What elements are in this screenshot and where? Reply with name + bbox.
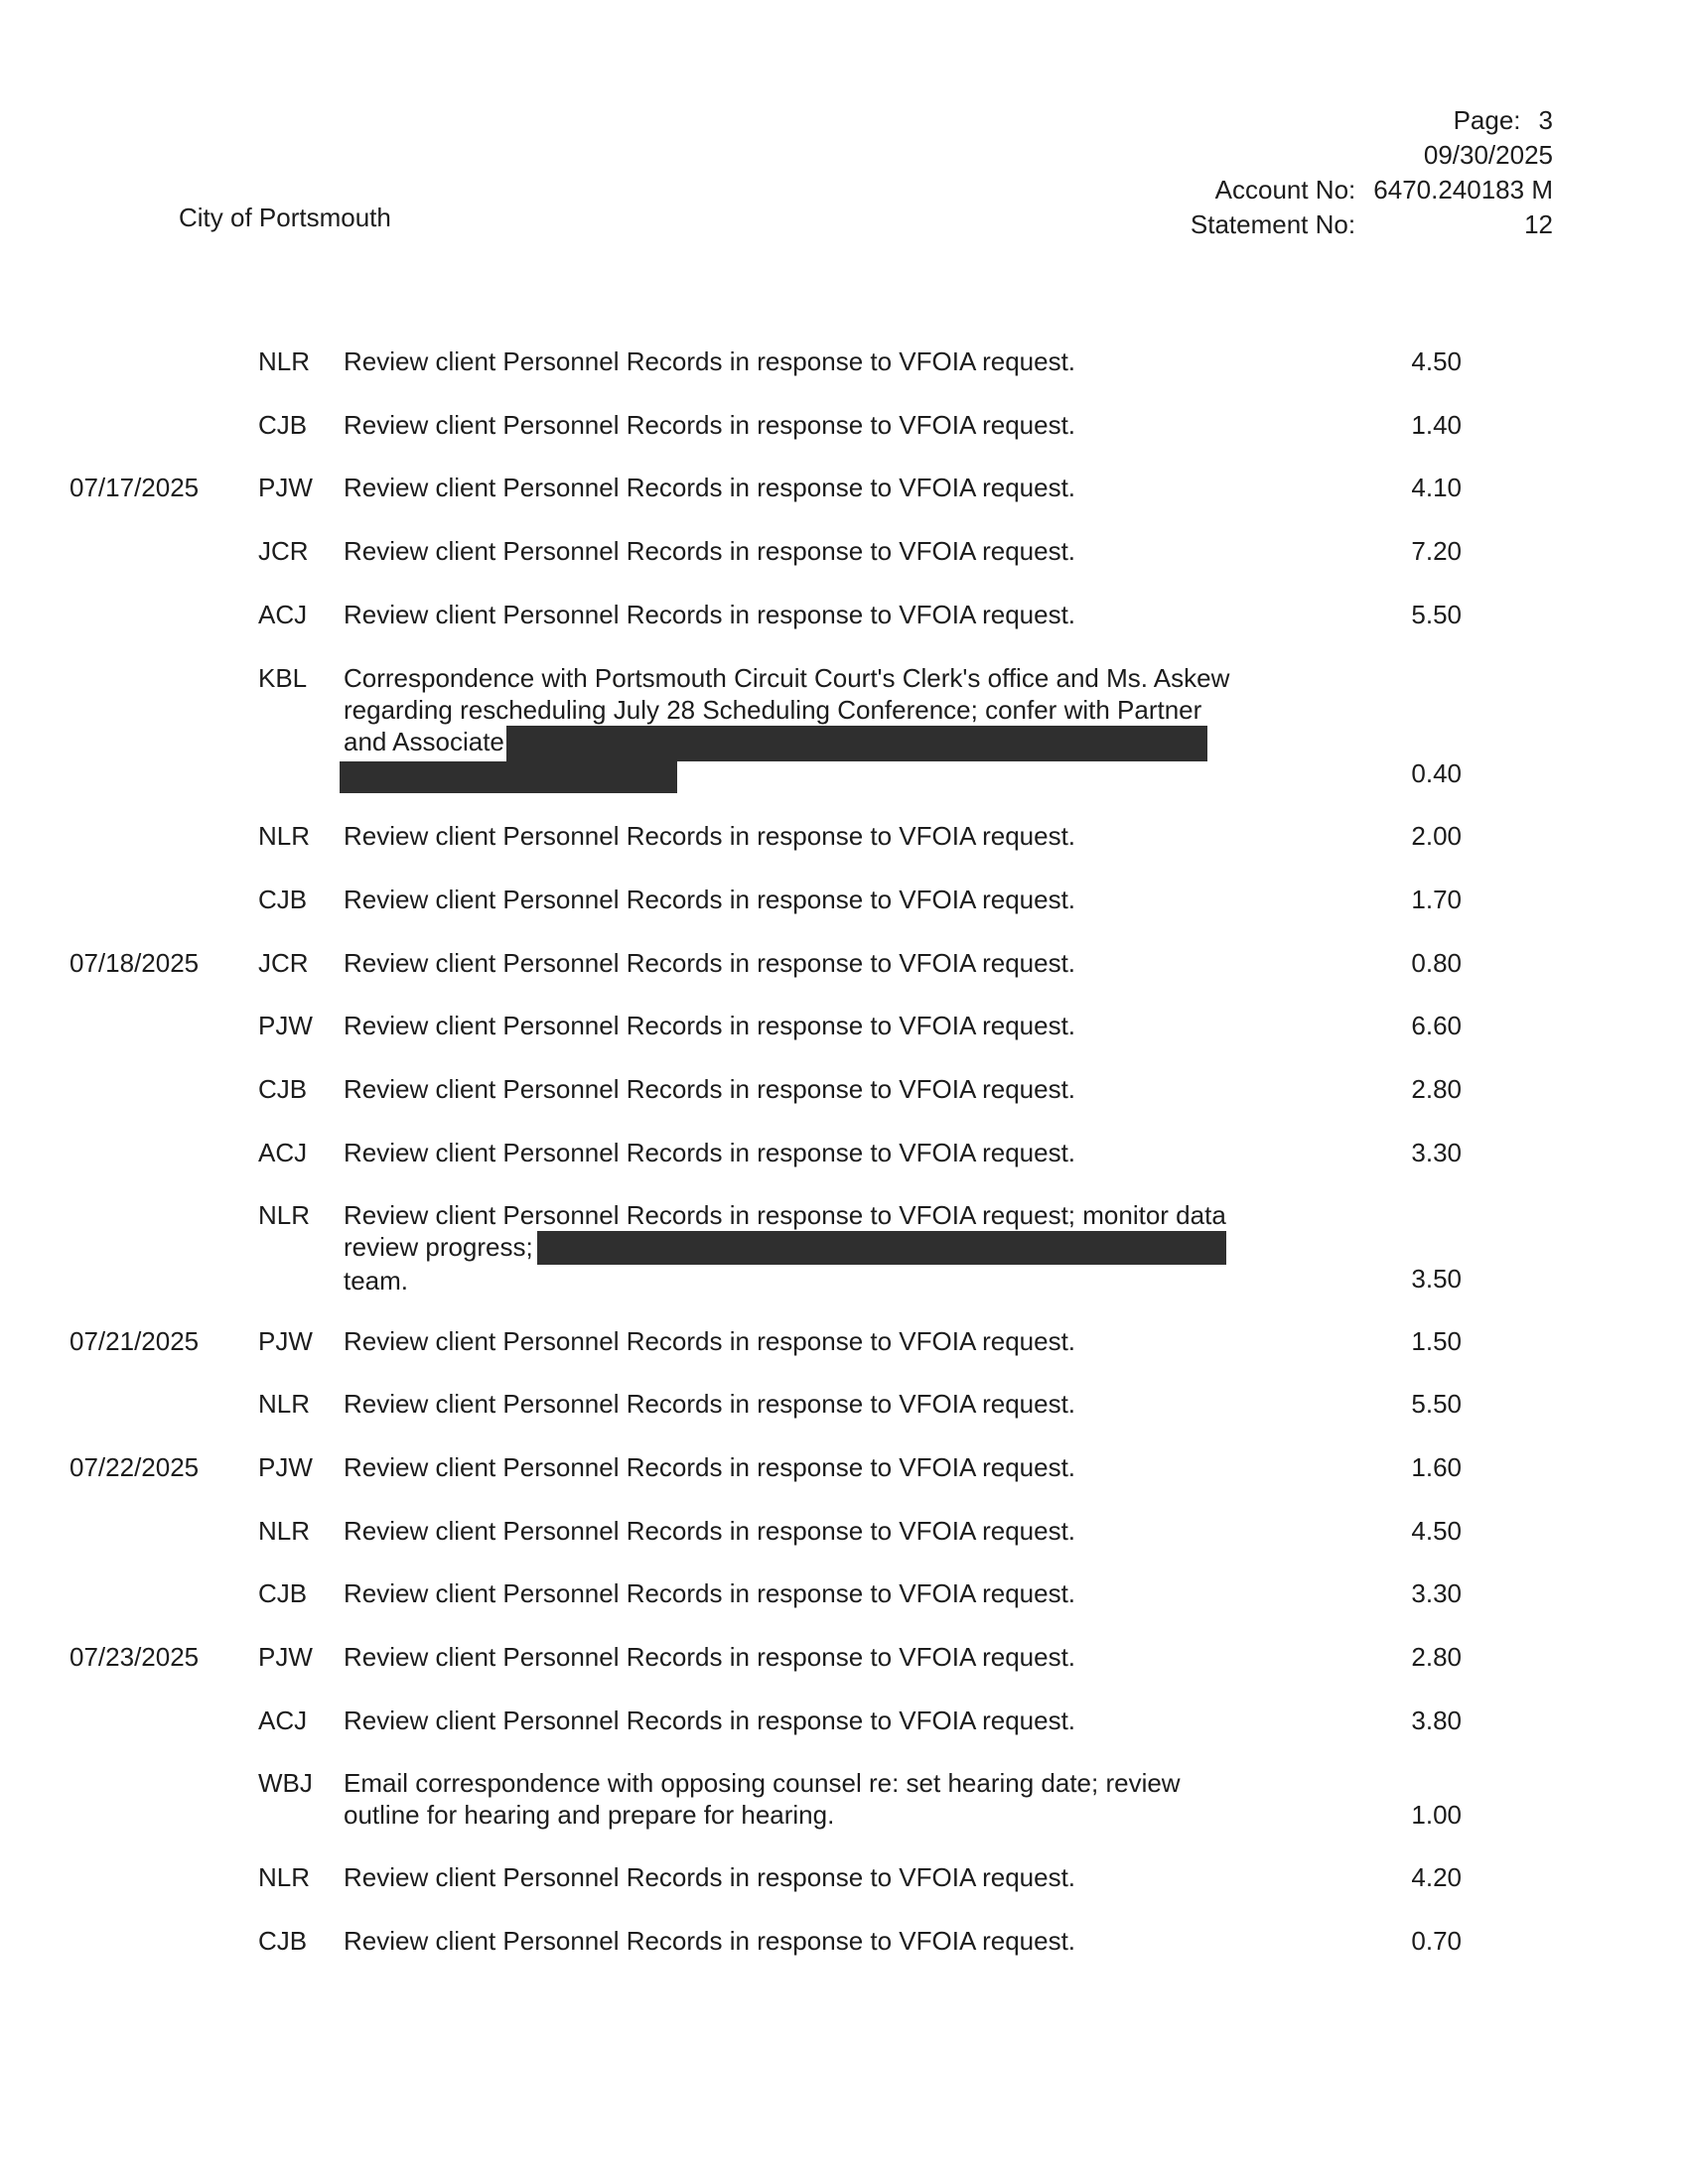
entry-description <box>344 1767 1277 1831</box>
entry-hours: 1.50 <box>1411 1326 1462 1356</box>
statement-label: Statement No: <box>1190 209 1356 239</box>
entry-initials: PJW <box>258 1326 313 1356</box>
entry-initials: NLR <box>258 1200 311 1230</box>
entry-description: Review client Personnel Records in response to VFOIA request. <box>344 1326 1076 1356</box>
entry-initials: NLR <box>258 1389 311 1419</box>
description-line: and Associate <box>344 726 1277 761</box>
client-name: City of Portsmouth <box>179 203 391 232</box>
time-entry <box>0 662 1688 789</box>
time-entry <box>0 947 1688 979</box>
entry-description: Review client Personnel Records in response to VFOIA request. <box>344 346 1076 376</box>
entry-hours: 3.30 <box>1411 1578 1462 1608</box>
statement-line <box>1191 207 1553 242</box>
entry-description: Review client Personnel Records in response to VFOIA request. <box>344 1578 1076 1608</box>
entry-description: Review client Personnel Records in response to VFOIA request. <box>344 1011 1076 1040</box>
entry-description: Review client Personnel Records in response to VFOIA request. <box>344 1452 1076 1482</box>
time-entry <box>0 599 1688 630</box>
description-line: review progress; <box>344 1231 1277 1265</box>
entry-hours: 4.10 <box>1411 473 1462 502</box>
entry-initials: CJB <box>258 410 308 440</box>
statement-header <box>1191 103 1553 242</box>
entry-initials: NLR <box>258 821 311 851</box>
time-entry <box>0 820 1688 852</box>
time-entry <box>0 1010 1688 1041</box>
entry-hours: 0.70 <box>1411 1926 1462 1956</box>
entry-hours: 2.80 <box>1411 1074 1462 1104</box>
entry-initials: ACJ <box>258 1706 308 1735</box>
time-entry <box>0 1767 1688 1831</box>
redaction-block <box>340 761 677 793</box>
time-entry <box>0 472 1688 503</box>
entry-hours: 0.40 <box>1411 758 1462 788</box>
entry-description: Review client Personnel Records in response to VFOIA request. <box>344 536 1076 566</box>
time-entry <box>0 1388 1688 1420</box>
entry-date: 07/22/2025 <box>70 1452 200 1482</box>
account-label: Account No: <box>1214 175 1356 205</box>
description-line: regarding rescheduling July 28 Scheduling Conference; confer with Partner <box>344 695 1202 725</box>
entry-hours: 2.00 <box>1411 821 1462 851</box>
description-line: Email correspondence with opposing counsel re: set hearing date; review <box>344 1768 1181 1798</box>
entry-description: Review client Personnel Records in response to VFOIA request. <box>344 473 1076 502</box>
entry-description: Review client Personnel Records in response to VFOIA request. <box>344 600 1076 629</box>
redaction-block <box>537 1231 1226 1265</box>
entry-initials: KBL <box>258 663 308 693</box>
entry-initials: ACJ <box>258 1138 308 1167</box>
entry-initials: NLR <box>258 1516 311 1546</box>
time-entry <box>0 884 1688 915</box>
statement-date: 09/30/2025 <box>1423 140 1553 170</box>
time-entry <box>0 345 1688 377</box>
time-entry <box>0 1199 1688 1295</box>
time-entry <box>0 1577 1688 1609</box>
page-number: 3 <box>1538 105 1553 135</box>
page-label: Page: <box>1453 105 1521 135</box>
entry-initials: CJB <box>258 1074 308 1104</box>
time-entry <box>0 1925 1688 1957</box>
time-entry <box>0 409 1688 441</box>
entry-hours: 6.60 <box>1411 1011 1462 1040</box>
entry-description: Review client Personnel Records in response to VFOIA request. <box>344 821 1076 851</box>
entry-initials: CJB <box>258 1578 308 1608</box>
entry-hours: 4.50 <box>1411 1516 1462 1546</box>
entry-hours: 5.50 <box>1411 600 1462 629</box>
entry-initials: NLR <box>258 346 311 376</box>
entry-hours: 3.80 <box>1411 1706 1462 1735</box>
entry-initials: JCR <box>258 948 309 978</box>
time-entry <box>0 1325 1688 1357</box>
entry-date: 07/18/2025 <box>70 948 200 978</box>
time-entry <box>0 1641 1688 1673</box>
entry-description: Review client Personnel Records in response to VFOIA request. <box>344 1862 1076 1892</box>
page-line <box>1191 103 1553 138</box>
entry-description: Review client Personnel Records in response to VFOIA request. <box>344 1138 1076 1167</box>
entry-hours: 2.80 <box>1411 1642 1462 1672</box>
description-line: outline for hearing and prepare for hearing. <box>344 1800 835 1830</box>
entry-initials: JCR <box>258 536 309 566</box>
description-line: team. <box>344 1266 409 1296</box>
account-line <box>1191 173 1553 207</box>
entry-hours: 1.70 <box>1411 885 1462 914</box>
entry-hours: 3.30 <box>1411 1138 1462 1167</box>
entry-description <box>344 1199 1277 1297</box>
time-entry <box>0 1515 1688 1547</box>
time-entry <box>0 1451 1688 1483</box>
entry-date: 07/17/2025 <box>70 473 200 502</box>
entry-initials: PJW <box>258 1011 313 1040</box>
entry-hours: 4.50 <box>1411 346 1462 376</box>
entry-description: Review client Personnel Records in response to VFOIA request. <box>344 885 1076 914</box>
time-entry <box>0 535 1688 567</box>
entry-initials: WBJ <box>258 1768 313 1798</box>
entry-initials: NLR <box>258 1862 311 1892</box>
entry-description: Review client Personnel Records in response to VFOIA request. <box>344 1516 1076 1546</box>
entry-description: Review client Personnel Records in response to VFOIA request. <box>344 1389 1076 1419</box>
entry-date: 07/21/2025 <box>70 1326 200 1356</box>
time-entry <box>0 1137 1688 1168</box>
description-line <box>344 761 1277 793</box>
entry-hours: 3.50 <box>1411 1264 1462 1294</box>
time-entry <box>0 1861 1688 1893</box>
time-entry <box>0 1705 1688 1736</box>
entry-initials: PJW <box>258 1452 313 1482</box>
entry-hours: 1.00 <box>1411 1800 1462 1830</box>
entry-initials: ACJ <box>258 600 308 629</box>
entry-initials: PJW <box>258 1642 313 1672</box>
entry-description: Review client Personnel Records in response to VFOIA request. <box>344 1926 1076 1956</box>
entry-initials: CJB <box>258 1926 308 1956</box>
entry-hours: 5.50 <box>1411 1389 1462 1419</box>
entry-date: 07/23/2025 <box>70 1642 200 1672</box>
entry-description: Review client Personnel Records in response to VFOIA request. <box>344 1642 1076 1672</box>
entry-initials: CJB <box>258 885 308 914</box>
entry-description: Review client Personnel Records in response to VFOIA request. <box>344 1074 1076 1104</box>
entry-hours: 4.20 <box>1411 1862 1462 1892</box>
entry-description: Review client Personnel Records in response to VFOIA request. <box>344 1706 1076 1735</box>
entry-initials: PJW <box>258 473 313 502</box>
entry-hours: 7.20 <box>1411 536 1462 566</box>
entry-hours: 0.80 <box>1411 948 1462 978</box>
redaction-block <box>506 726 1207 761</box>
entry-description: Review client Personnel Records in response to VFOIA request. <box>344 410 1076 440</box>
entry-description: Review client Personnel Records in response to VFOIA request. <box>344 948 1076 978</box>
description-line: Review client Personnel Records in response to VFOIA request; monitor data <box>344 1200 1226 1230</box>
statement-number: 12 <box>1524 209 1553 239</box>
entry-hours: 1.60 <box>1411 1452 1462 1482</box>
entry-description <box>344 662 1277 793</box>
account-number: 6470.240183 M <box>1373 175 1553 205</box>
entry-hours: 1.40 <box>1411 410 1462 440</box>
time-entry <box>0 1073 1688 1105</box>
description-line: Correspondence with Portsmouth Circuit Court's Clerk's office and Ms. Askew <box>344 663 1230 693</box>
